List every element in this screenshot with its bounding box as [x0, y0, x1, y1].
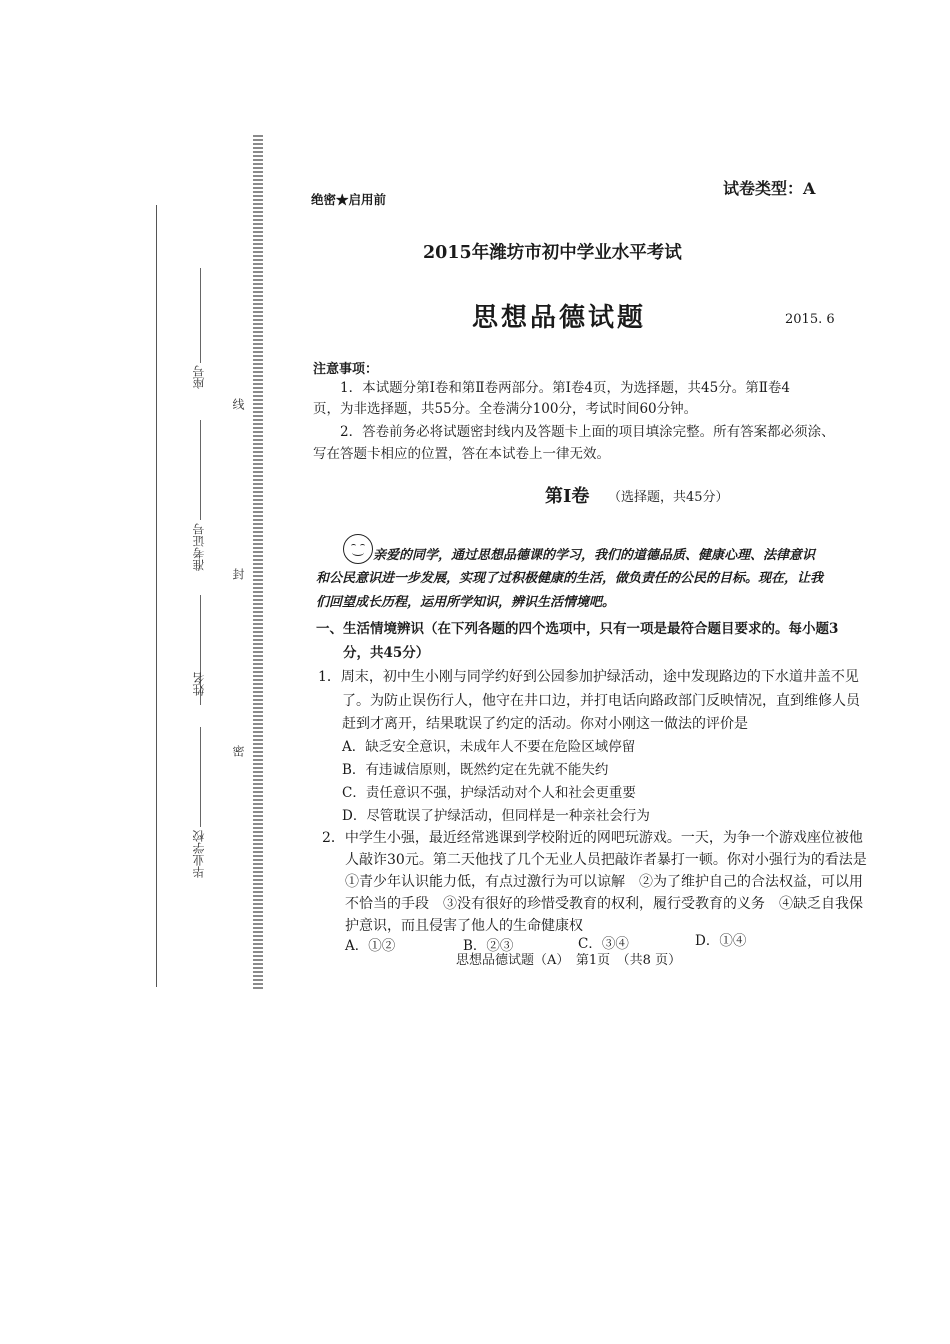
seat-label: 座号 [192, 365, 206, 389]
q1-line-3: 赶到才离开，结果耽误了约定的活动。你对小刚这一做法的评价是 [342, 716, 748, 732]
q2-line-4: 不恰当的手段 ③没有很好的珍惜受教育的权利，履行受教育的义务 ④缺乏自我保 [345, 896, 863, 912]
seal-seal-char: 封 [231, 568, 245, 580]
part1-subtitle: （选择题，共45分） [608, 490, 729, 505]
exam-id-underline [200, 420, 201, 520]
smiley-face-icon [343, 534, 373, 564]
exam-id-label: 准考证号 [192, 523, 206, 571]
q2-option-d: D．①④ [695, 933, 747, 949]
binding-stripe [253, 135, 263, 990]
q2-option-b: B．②③ [463, 938, 514, 954]
q2-option-c: C．③④ [578, 936, 629, 952]
part1-title: 第Ⅰ卷 [545, 486, 590, 507]
intro-line-1: 亲爱的同学，通过思想品德课的学习，我们的道德品质、健康心理、法律意识 [373, 548, 816, 563]
binding-border-line [156, 205, 157, 987]
q1-line-2: 了。为防止误伤行人，他守在井口边，并打电话向路政部门反映情况，直到维修人员 [342, 693, 860, 709]
q1-option-d: D．尽管耽误了护绿活动，但同样是一种亲社会行为 [342, 808, 650, 824]
q1-option-c: C．责任意识不强，护绿活动对个人和社会更重要 [342, 785, 636, 801]
q2-line-5: 护意识，而且侵害了他人的生命健康权 [345, 918, 583, 934]
exam-title: 2015年潍坊市初中学业水平考试 [423, 243, 682, 263]
secret-label: 绝密★启用前 [311, 192, 387, 207]
school-underline [200, 727, 201, 827]
section1-line-1: 一、生活情境辨识（在下列各题的四个选项中，只有一项是最符合题目要求的。每小题3 [316, 621, 839, 637]
notice-line-2a: 2．答卷前务必将试题密封线内及答题卡上面的项目填涂完整。所有答案都必须涂、 [340, 424, 835, 440]
q1-option-a: A．缺乏安全意识，未成年人不要在危险区域停留 [342, 739, 636, 755]
notice-line-1a: 1．本试题分第Ⅰ卷和第Ⅱ卷两部分。第Ⅰ卷4页，为选择题，共45分。第Ⅱ卷4 [340, 380, 790, 396]
paper-type: 试卷类型：A [723, 179, 816, 198]
page-footer: 思想品德试题（A） 第1页 （共8 页） [456, 953, 682, 968]
section1-line-2: 分，共45分） [343, 645, 430, 661]
seat-underline [200, 268, 201, 363]
q2-line-1: 2．中学生小强，最近经常逃课到学校附近的网吧玩游戏。一天，为争一个游戏座位被他 [322, 830, 863, 846]
intro-line-2: 和公民意识进一步发展，实现了过积极健康的生活，做负责任的公民的目标。现在，让我 [316, 571, 824, 586]
subject-title: 思想品德试题 [472, 303, 647, 333]
notice-line-2b: 写在答题卡相应的位置，答在本试卷上一律无效。 [313, 446, 610, 462]
school-label: 毕业学校 [192, 830, 206, 878]
intro-line-3: 们回望成长历程，运用所学知识，辨识生活情境吧。 [316, 595, 616, 610]
notice-line-1b: 页，为非选择题，共55分。全卷满分100分，考试时间60分钟。 [313, 401, 698, 417]
exam-date: 2015. 6 [785, 312, 835, 327]
q2-line-3: ①青少年认识能力低，有点过激行为可以谅解 ②为了维护自己的合法权益，可以用 [345, 874, 863, 890]
seal-secret-char: 密 [231, 745, 245, 757]
q2-line-2: 人敲诈30元。第二天他找了几个无业人员把敲诈者暴打一顿。你对小强行为的看法是 [345, 852, 867, 868]
q1-line-1: 1．周末，初中生小刚与同学约好到公园参加护绿活动，途中发现路边的下水道井盖不见 [318, 669, 859, 685]
name-label: 姓名 [192, 672, 206, 696]
seal-line-char: 线 [231, 398, 245, 410]
q1-option-b: B．有违诚信原则，既然约定在先就不能失约 [342, 762, 609, 778]
q2-option-a: A．①② [345, 938, 396, 954]
notice-heading: 注意事项： [313, 362, 379, 377]
